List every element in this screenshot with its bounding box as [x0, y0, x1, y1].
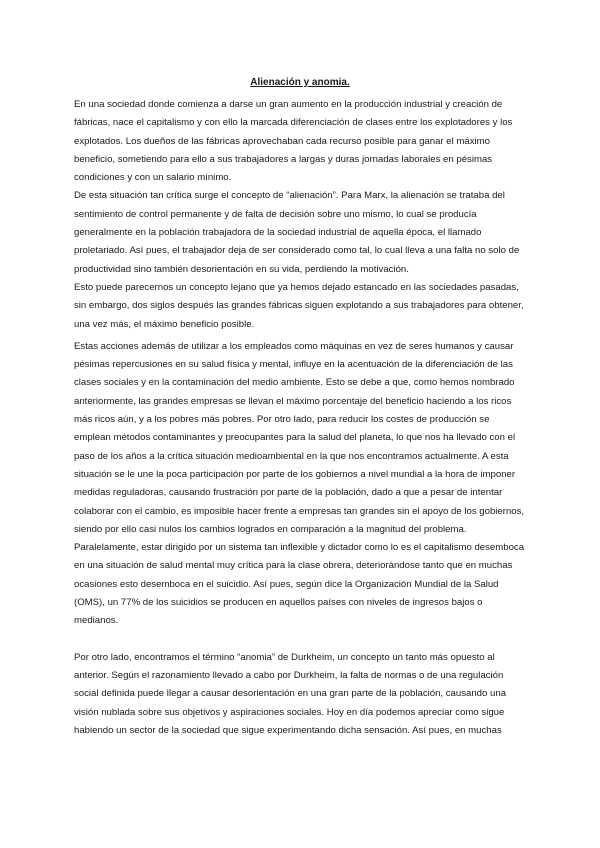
paragraph-capitalism-origin: En una sociedad donde comienza a darse un gran aumento en la producción industrial y creación de fábricas, nace el capitalismo y con ello la marcada diferenciación de clases entre los explotadores y los explotados. Los dueños de las fábricas aprovechaban cada recurso posible para ganar el máximo beneficio, sometiendo para ello a sus trabajadores a largas y duras jornadas laborales en pésimas condiciones y con un salario mínimo. — [74, 99, 513, 184]
paragraph-mental-health: Paralelamente, estar dirigido por un sistema tan inflexible y dictador como lo es el capitalismo desemboca en una situación de salud mental muy crítica para la clase obrera, deteriorándose tanto que en muchas ocasiones esto desemboca en el suicidio. Así pues, según dice la Organización Mundial de la Salud (OMS), un 77% de los suicidios se producen en aquellos países con niveles de ingresos bajos o medianos. — [74, 542, 525, 627]
paragraph-modern-factories: Esto puede parecernos un concepto lejano que ya hemos dejado estancado en las sociedades pasadas, sin embargo, dos siglos después las grandes fábricas siguen explotando a sus trabajadores para obtener, una vez más, el máximo beneficio posible. — [74, 281, 524, 330]
paragraph-alienation-marx: De esta situación tan crítica surge el concepto de “alienación”. Para Marx, la alienación se trataba del sentimiento de control permanente y de falta de decisión sobre uno mismo, lo cual se producía generalmente en la población trabajadora de la sociedad industrial de aquella época, el llamado proletariado. Así pues, el trabajador deja de ser considerado como tal, lo cual lleva a una falta no solo de productividad sino también desorientación en su vida, perdiendo la motivación. — [74, 190, 520, 275]
paragraph-consequences: Estas acciones además de utilizar a los empleados como máquinas en vez de seres humanos y causar pésimas repercusiones en su salud física y mental, influye en la acentuación de la diferenciación de las clases sociales y en la contaminación del medio ambiente. Esto se debe a que, como hemos nombrado anteriormente, las grandes empresas se llevan el máximo porcentaje del beneficio haciendo a los ricos más ricos aún, y a los pobres más pobres. Por otro lado, para reducir los costes de producción se emplean métodos contaminantes y preocupantes para la salud del planeta, lo que nos ha llevado con el paso de los años a la crítica situación medioambiental en la que nos encontramos actualmente. A esta situación se le une la poca participación por parte de los gobiernos a nivel mundial a la hora de imponer medidas reguladoras, causando frustración por parte de la población, dado a que a pesar de intentar colaborar con el cambio, es imposible hacer frente a empresas tan grandes sin el apoyo de los gobiernos, siendo por ello casi nulos los cambios logrados en comparación a la magnitud del problema. — [74, 340, 525, 535]
document-title: Alienación y anomia. — [250, 77, 350, 88]
paragraph-anomie-durkheim: Por otro lado, encontramos el término “anomia” de Durkheim, un concepto un tanto más opuesto al anterior. Según el razonamiento llevado a cabo por Durkheim, la falta de normas o de una regulación social definida puede llegar a causar desorientación en una gran parte de la población, causando una visión nublada sobre sus objetivos y aspiraciones sociales. Hoy en día podemos apreciar como sigue habiendo un sector de la sociedad que sigue experimentando dicha sensación. Así pues, en muchas — [74, 651, 507, 736]
